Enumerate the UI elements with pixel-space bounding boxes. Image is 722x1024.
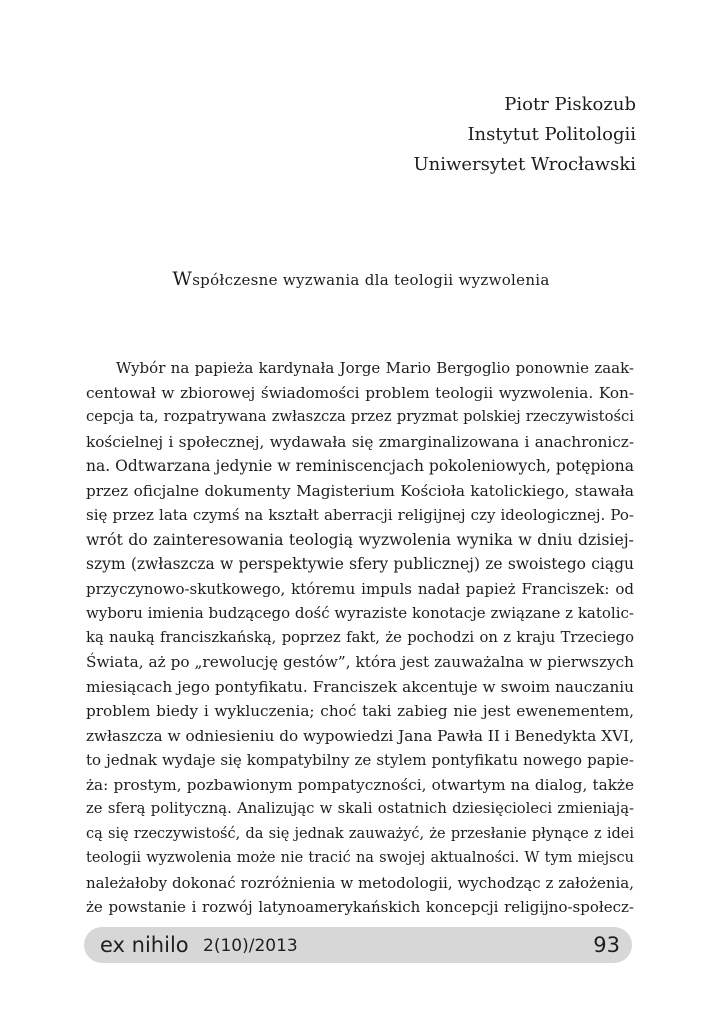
body-line: ża: prostym, pozbawionym pompatyczności, otwartym na dialog, także	[86, 775, 634, 794]
author-university: Uniwersytet Wrocławski	[413, 154, 636, 175]
body-line: Świata, aż po „rewolucję gestów”, która jest zauważalna w pierwszych	[86, 653, 634, 671]
body-line: cepcja ta, rozpatrywana zwłaszcza przez pryzmat polskiej rzeczywistości	[86, 408, 634, 425]
journal-issue: 2(10)/2013	[203, 936, 298, 956]
author-name: Piotr Piskozub	[504, 94, 636, 115]
body-line: się przez lata czymś na kształt aberracji religijnej czy ideologicznej. Po-	[86, 506, 634, 524]
article-title-rest: spółczesne wyzwania dla teologii wyzwolenia	[192, 271, 550, 289]
body-line: miesiącach jego pontyfikatu. Franciszek akcentuje w swoim nauczaniu	[86, 677, 634, 696]
body-line: Wybór na papieża kardynała Jorge Mario Bergoglio ponownie zaak-	[116, 359, 634, 377]
body-line: przyczynowo-skutkowego, któremu impuls nadał papież Franciszek: od	[86, 579, 634, 598]
body-line: szym (zwłaszcza w perspektywie sfery publicznej) ze swoistego ciągu	[86, 555, 634, 573]
body-line: zwłaszcza w odniesieniu do wypowiedzi Jana Pawła II i Benedykta XVI,	[86, 726, 634, 745]
body-line: wrót do zainteresowania teologią wyzwolenia wynika w dniu dzisiej-	[86, 529, 634, 549]
footer-bar	[84, 927, 632, 963]
body-line: wyboru imienia budzącego dość wyraziste konotacje związane z katolic-	[86, 604, 634, 622]
body-line: centował w zbiorowej świadomości problem teologii wyzwolenia. Kon-	[86, 383, 634, 402]
body-line: cą się rzeczywistość, da się jednak zauważyć, że przesłanie płynące z idei	[86, 825, 634, 842]
body-line: należałoby dokonać rozróżnienia w metodologii, wychodząc z założenia,	[86, 873, 634, 892]
author-institute: Instytut Politologii	[467, 124, 636, 145]
body-line: problem biedy i wykluczenia; choć taki zabieg nie jest ewenementem,	[86, 702, 634, 720]
body-line: na. Odtwarzana jedynie w reminiscencjach pokoleniowych, potępiona	[86, 457, 634, 475]
body-line: teologii wyzwolenia może nie tracić na swojej aktualności. W tym miejscu	[86, 850, 634, 866]
body-line: ką nauką franciszkańską, poprzez fakt, że pochodzi on z kraju Trzeciego	[86, 628, 634, 646]
body-line: przez oficjalne dokumenty Magisterium Kościoła katolickiego, stawała	[86, 481, 634, 500]
body-line: kościelnej i społecznej, wydawała się zmarginalizowana i anachronicz-	[86, 432, 634, 451]
body-line: ze sferą polityczną. Analizując w skali ostatnich dziesięcioleci zmieniają-	[86, 800, 634, 817]
journal-name: ex nihilo	[100, 933, 189, 957]
article-title	[0, 268, 722, 291]
page-number: 93	[593, 933, 620, 957]
article-title-initial: W	[172, 268, 193, 290]
article-body	[86, 356, 634, 920]
body-line: że powstanie i rozwój latynoamerykańskich koncepcji religijno-społecz-	[86, 898, 634, 916]
body-line: to jednak wydaje się kompatybilny ze stylem pontyfikatu nowego papie-	[86, 751, 634, 769]
author-block	[413, 90, 636, 180]
